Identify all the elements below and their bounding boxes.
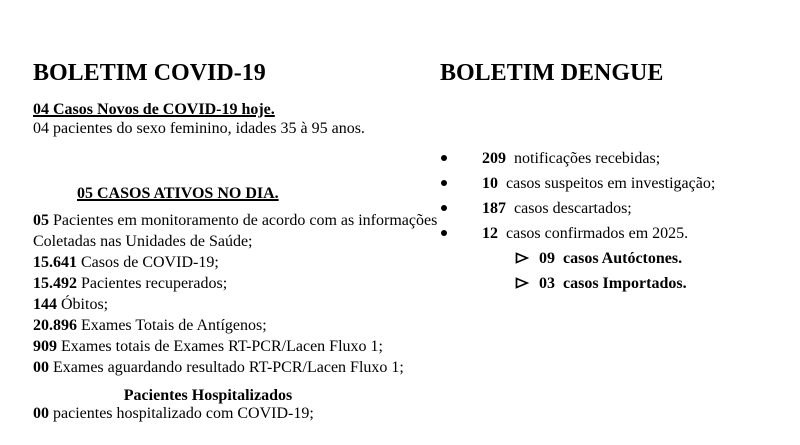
covid-column — [33, 60, 443, 423]
sub-bullet-value: 09 — [539, 250, 559, 267]
stat-value: 20.896 — [33, 317, 81, 334]
stat-label: pacientes hospitalizado com COVID-19; — [53, 405, 314, 422]
covid-title: BOLETIM COVID-19 — [33, 60, 266, 86]
stat-label: Pacientes em monitoramento de acordo com as informações Coletadas nas Unidades de Saúde; — [33, 212, 438, 250]
covid-hospitalized-stat — [33, 405, 443, 423]
bullet-text — [482, 196, 632, 221]
stat-row — [33, 336, 443, 357]
bullet-row — [440, 221, 775, 246]
sub-bullet-row — [515, 271, 775, 296]
bullet-label: casos suspeitos em investigação; — [506, 175, 716, 192]
stat-label: Exames aguardando resultado RT-PCR/Lacen Fluxo 1; — [53, 359, 404, 376]
bullet-text — [482, 221, 688, 246]
bullet-label: casos descartados; — [514, 200, 632, 217]
bullet-value: 209 — [482, 150, 510, 167]
stat-value: 05 — [33, 212, 53, 229]
stat-row — [33, 315, 443, 336]
dengue-title: BOLETIM DENGUE — [440, 60, 664, 86]
covid-new-cases-detail: 04 pacientes do sexo feminino, idades 35 à 95 anos. — [33, 120, 365, 137]
stat-value: 15.492 — [33, 275, 81, 292]
stat-label: Exames Totais de Antígenos; — [81, 317, 267, 334]
sub-bullet-text — [539, 246, 682, 271]
stat-value: 15.641 — [33, 254, 81, 271]
stat-row — [33, 210, 443, 252]
bullet-text — [482, 171, 715, 196]
bullet-icon — [440, 146, 482, 161]
bullet-value: 187 — [482, 200, 510, 217]
covid-active-cases-heading: 05 CASOS ATIVOS NO DIA. — [77, 185, 279, 202]
bullet-label: casos confirmados em 2025. — [506, 225, 689, 242]
bullet-row — [440, 196, 775, 221]
sub-bullet-text — [539, 271, 687, 296]
stat-label: Pacientes recuperados; — [81, 275, 228, 292]
stat-value: 909 — [33, 338, 61, 355]
bullet-value: 10 — [482, 175, 502, 192]
stat-row — [33, 273, 443, 294]
sub-bullet-label: casos Autóctones. — [563, 250, 683, 267]
bullet-row — [440, 146, 775, 171]
stat-row — [33, 294, 443, 315]
stat-label: Casos de COVID-19; — [81, 254, 219, 271]
covid-hospitalized-heading: Pacientes Hospitalizados — [123, 387, 293, 404]
dengue-column — [440, 60, 775, 296]
stat-value: 00 — [33, 405, 53, 422]
stat-label: Óbitos; — [61, 296, 109, 313]
sub-bullet-row — [515, 246, 775, 271]
sub-bullet-label: casos Importados. — [563, 275, 687, 292]
dengue-bullet-list — [440, 146, 775, 296]
bullet-icon — [440, 221, 482, 236]
bullet-icon — [440, 171, 482, 186]
stat-row — [33, 357, 443, 378]
bullet-value: 12 — [482, 225, 502, 242]
covid-stats-list — [33, 210, 443, 378]
covid-new-cases-heading: 04 Casos Novos de COVID-19 hoje. — [33, 101, 275, 118]
bullet-icon — [440, 196, 482, 211]
bullet-text — [482, 146, 660, 171]
stat-label: Exames totais de Exames RT-PCR/Lacen Fluxo 1; — [61, 338, 383, 355]
arrowhead-icon — [515, 252, 529, 264]
bullet-row — [440, 171, 775, 196]
stat-row — [33, 252, 443, 273]
stat-value: 144 — [33, 296, 61, 313]
sub-bullet-value: 03 — [539, 275, 559, 292]
stat-value: 00 — [33, 359, 53, 376]
arrowhead-icon — [515, 277, 529, 289]
bullet-label: notificações recebidas; — [514, 150, 661, 167]
